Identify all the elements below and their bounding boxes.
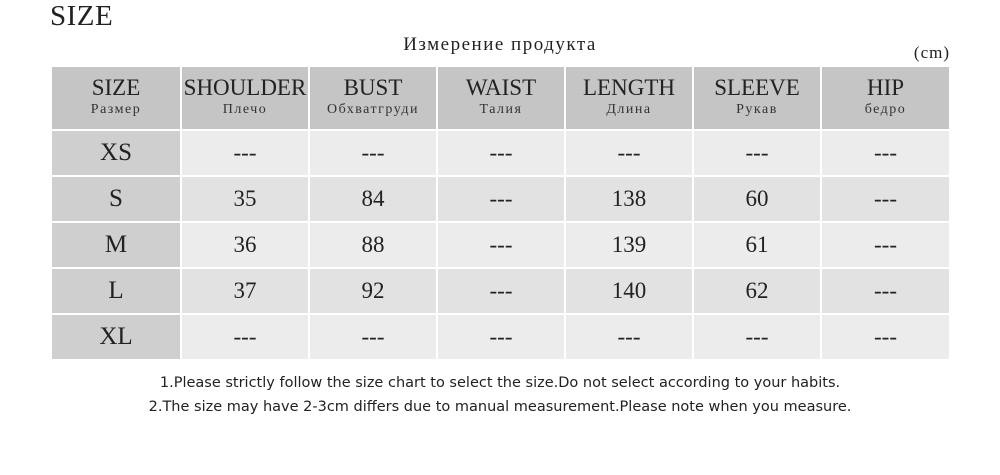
table-cell: --- <box>821 314 950 360</box>
table-subtitle: Измерение продукта <box>403 34 597 55</box>
table-cell: --- <box>565 130 693 176</box>
header-waist <box>437 66 565 130</box>
table-cell: --- <box>437 130 565 176</box>
note-1: 1.Please strictly follow the size chart to select the size.Do not select according to your habits. <box>159 375 841 391</box>
table-row <box>51 268 950 314</box>
table-cell: 92 <box>309 268 437 314</box>
header-shoulder-ru: Плечо <box>222 102 268 117</box>
table-cell: --- <box>693 130 821 176</box>
table-cell: --- <box>309 314 437 360</box>
header-sleeve-en: SLEEVE <box>714 75 800 100</box>
table-cell: 62 <box>693 268 821 314</box>
header-length-en: LENGTH <box>583 75 675 100</box>
table-cell: --- <box>565 314 693 360</box>
table-cell: --- <box>693 314 821 360</box>
header-waist-en: WAIST <box>465 75 537 100</box>
table-cell: 139 <box>565 222 693 268</box>
table-cell: 36 <box>181 222 309 268</box>
table-cell: --- <box>437 268 565 314</box>
table-cell: --- <box>437 314 565 360</box>
table-row <box>51 314 950 360</box>
table-cell: 84 <box>309 176 437 222</box>
header-size <box>51 66 181 130</box>
size-chart-table <box>50 65 951 361</box>
header-bust <box>309 66 437 130</box>
table-cell: 140 <box>565 268 693 314</box>
table-cell: --- <box>437 176 565 222</box>
size-notes <box>0 371 1000 419</box>
table-cell: 35 <box>181 176 309 222</box>
size-cell: L <box>51 268 181 314</box>
header-hip <box>821 66 950 130</box>
page-title: SIZE <box>50 0 114 32</box>
table-cell: --- <box>821 268 950 314</box>
table-row <box>51 130 950 176</box>
table-cell: 60 <box>693 176 821 222</box>
header-shoulder-en: SHOULDER <box>183 75 307 100</box>
table-cell: 37 <box>181 268 309 314</box>
header-length-ru: Длина <box>606 102 652 117</box>
table-row <box>51 176 950 222</box>
header-size-ru: Размер <box>90 102 142 117</box>
table-cell: --- <box>181 314 309 360</box>
table-cell: 138 <box>565 176 693 222</box>
header-shoulder <box>181 66 309 130</box>
size-cell: S <box>51 176 181 222</box>
size-cell: XS <box>51 130 181 176</box>
unit-label: (cm) <box>913 43 950 62</box>
table-cell: 61 <box>693 222 821 268</box>
table-cell: 88 <box>309 222 437 268</box>
table-cell: --- <box>821 130 950 176</box>
header-bust-ru: Обхватгруди <box>327 102 419 117</box>
header-hip-ru: бедро <box>864 102 907 117</box>
header-length <box>565 66 693 130</box>
table-cell: --- <box>309 130 437 176</box>
header-waist-ru: Талия <box>479 102 523 117</box>
note-2: 2.The size may have 2-3cm differs due to manual measurement.Please note when you measure. <box>148 399 852 415</box>
header-sleeve <box>693 66 821 130</box>
table-cell: --- <box>821 222 950 268</box>
table-header-row <box>51 66 950 130</box>
table-cell: --- <box>437 222 565 268</box>
header-sleeve-ru: Рукав <box>736 102 778 117</box>
table-cell: --- <box>821 176 950 222</box>
size-cell: XL <box>51 314 181 360</box>
header-hip-en: HIP <box>866 75 905 100</box>
size-cell: M <box>51 222 181 268</box>
header-bust-en: BUST <box>343 75 403 100</box>
header-size-en: SIZE <box>91 75 141 100</box>
table-cell: --- <box>181 130 309 176</box>
table-row <box>51 222 950 268</box>
